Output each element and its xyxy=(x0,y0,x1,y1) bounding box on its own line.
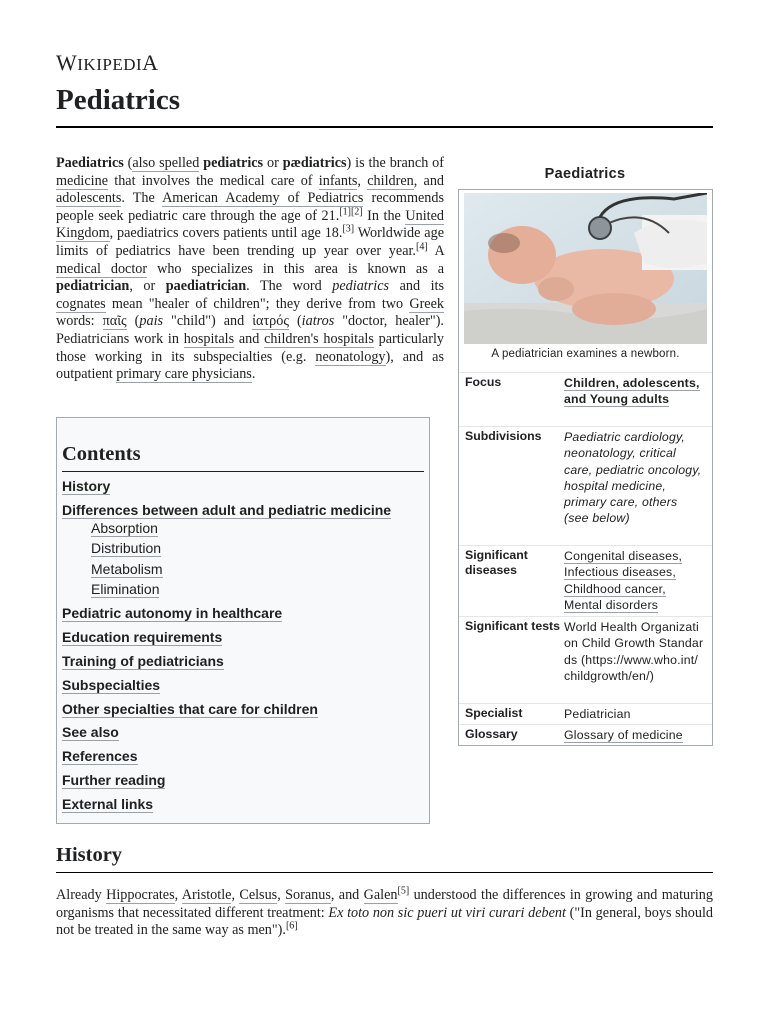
table-of-contents xyxy=(56,417,430,824)
link-soranus[interactable]: Soranus xyxy=(285,887,331,903)
toc-item-elimination[interactable]: Elimination xyxy=(91,581,160,597)
newborn-photo[interactable] xyxy=(464,193,707,344)
ref-6[interactable]: [6] xyxy=(285,920,298,932)
infobox-label: Specialist xyxy=(465,706,523,720)
toc-item-differences[interactable]: Differences between adult and pediatric medicine xyxy=(62,502,392,518)
link-cognates[interactable]: cognates xyxy=(56,295,106,312)
infobox-label: Subdivisions xyxy=(465,429,542,443)
toc-divider xyxy=(62,471,424,472)
link-pcp[interactable]: primary care physicians xyxy=(116,366,252,383)
toc-heading: Contents xyxy=(62,443,141,465)
ref-3[interactable]: [3] xyxy=(342,223,355,235)
infobox-caption: Paediatrics xyxy=(544,166,626,182)
history-paragraph: Already Hippocrates, Aristotle, Celsus, Soranus, and Galen[5] understood the differences in growing and maturing organisms that necessitated different treatment: Ex toto non sic pueri ut viri curari debent ("In general, boys should not be treated in the same way as men").[6] xyxy=(56,885,713,939)
link-infants[interactable]: infants xyxy=(318,172,358,189)
title-divider xyxy=(56,126,713,128)
link-childrens-hospitals[interactable]: children's hospitals xyxy=(264,330,374,347)
link-medicine[interactable]: medicine xyxy=(56,172,108,189)
infobox xyxy=(458,189,713,746)
toc-item-metabolism[interactable]: Metabolism xyxy=(91,561,163,577)
toc-item-subspecialties[interactable]: Subspecialties xyxy=(62,677,161,693)
link-hippocrates[interactable]: Hippocrates xyxy=(106,887,175,903)
wikipedia-wordmark[interactable]: WIKIPEDIA xyxy=(56,50,159,75)
infobox-value[interactable]: Congenital diseases, Infectious diseases, Childhood cancer, Mental disorders xyxy=(564,549,683,612)
toc-item-training[interactable]: Training of pediatricians xyxy=(62,653,224,669)
infobox-label: Glossary xyxy=(465,727,518,741)
toc-item-further-reading[interactable]: Further reading xyxy=(62,772,166,788)
infobox-value[interactable]: Paediatric cardiology, neonatology, critical care, pediatric oncology, hospital medicine, primary care, others (see below) xyxy=(564,430,702,526)
infobox-value[interactable]: World Health Organization Child Growth Standards (https://www.who.int/childgrowth/en/) xyxy=(564,620,704,683)
link-galen[interactable]: Galen xyxy=(363,887,398,903)
toc-item-absorption[interactable]: Absorption xyxy=(91,520,158,536)
link-hospitals[interactable]: hospitals xyxy=(183,330,235,347)
toc-item-external-links[interactable]: External links xyxy=(62,796,154,812)
infobox-label: Focus xyxy=(465,375,502,389)
link-aristotle[interactable]: Aristotle xyxy=(181,887,232,903)
infobox-row-tests xyxy=(459,616,712,703)
toc-item-distribution[interactable]: Distribution xyxy=(91,540,162,556)
section-heading-history: History xyxy=(56,844,123,866)
infobox-row-diseases xyxy=(459,545,712,616)
toc-item-other-specialties[interactable]: Other specialties that care for children xyxy=(62,701,318,717)
infobox-value[interactable]: Children, adolescents, and Young adults xyxy=(564,376,700,407)
toc-item-see-also[interactable]: See also xyxy=(62,724,119,740)
ref-4[interactable]: [4] xyxy=(415,241,428,253)
infobox-row-focus xyxy=(459,372,712,423)
intro-paragraph: Paediatrics (also spelled pediatrics or pædiatrics) is the branch of medicine that involves the medical care of infants, children, and adolescents. The American Academy of Pediatrics recommends people seek pediatric care through the age of 21.[1][2] In the United Kingdom, paediatrics covers patients until age 18.[3] Worldwide age limits of pediatrics have been trending up year over year.[4] A medical doctor who specializes in this area is known as a pediatrician, or paediatrician. The word pediatrics and its cognates mean "healer of children"; they derive from two Greek words: παῖς (pais "child") and ἰατρός (iatros "doctor, healer"). Pediatricians work in hospitals and children's hospitals particularly those working in its subspecialties (e.g. neonatology), and as outpatient primary care physicians. xyxy=(56,155,445,383)
link-medical-doctor[interactable]: medical doctor xyxy=(56,260,148,277)
toc-item-autonomy[interactable]: Pediatric autonomy in healthcare xyxy=(62,605,283,621)
link-greek[interactable]: Greek xyxy=(409,295,444,312)
infobox-row-glossary xyxy=(459,724,712,745)
link-adolescents[interactable]: adolescents xyxy=(56,190,122,207)
infobox-row-subdivisions xyxy=(459,426,712,545)
section-divider xyxy=(56,872,713,873)
toc-item-education[interactable]: Education requirements xyxy=(62,629,223,645)
link-celsus[interactable]: Celsus xyxy=(239,887,278,903)
infobox-value[interactable]: Glossary of medicine xyxy=(564,728,683,742)
ref-2[interactable]: [2] xyxy=(350,206,363,218)
infobox-value: Pediatrician xyxy=(564,707,631,721)
toc-item-history[interactable]: History xyxy=(62,478,111,494)
page-title: Pediatrics xyxy=(56,84,181,116)
link-children[interactable]: children xyxy=(367,172,414,189)
infobox-label: Significant tests xyxy=(465,619,560,633)
ref-1[interactable]: [1] xyxy=(339,206,351,218)
ref-5[interactable]: [5] xyxy=(397,885,410,897)
link-neonatology[interactable]: neonatology xyxy=(315,348,386,365)
image-caption: A pediatrician examines a newborn. xyxy=(491,348,680,360)
infobox-row-specialist xyxy=(459,703,712,724)
infobox-label: Significant diseases xyxy=(465,548,528,577)
toc-item-references[interactable]: References xyxy=(62,748,138,764)
link-uk[interactable]: United Kingdom xyxy=(56,207,444,242)
link-also-spelled[interactable]: also spelled xyxy=(132,155,200,171)
link-aap[interactable]: American Academy of Pediatrics xyxy=(162,190,364,207)
